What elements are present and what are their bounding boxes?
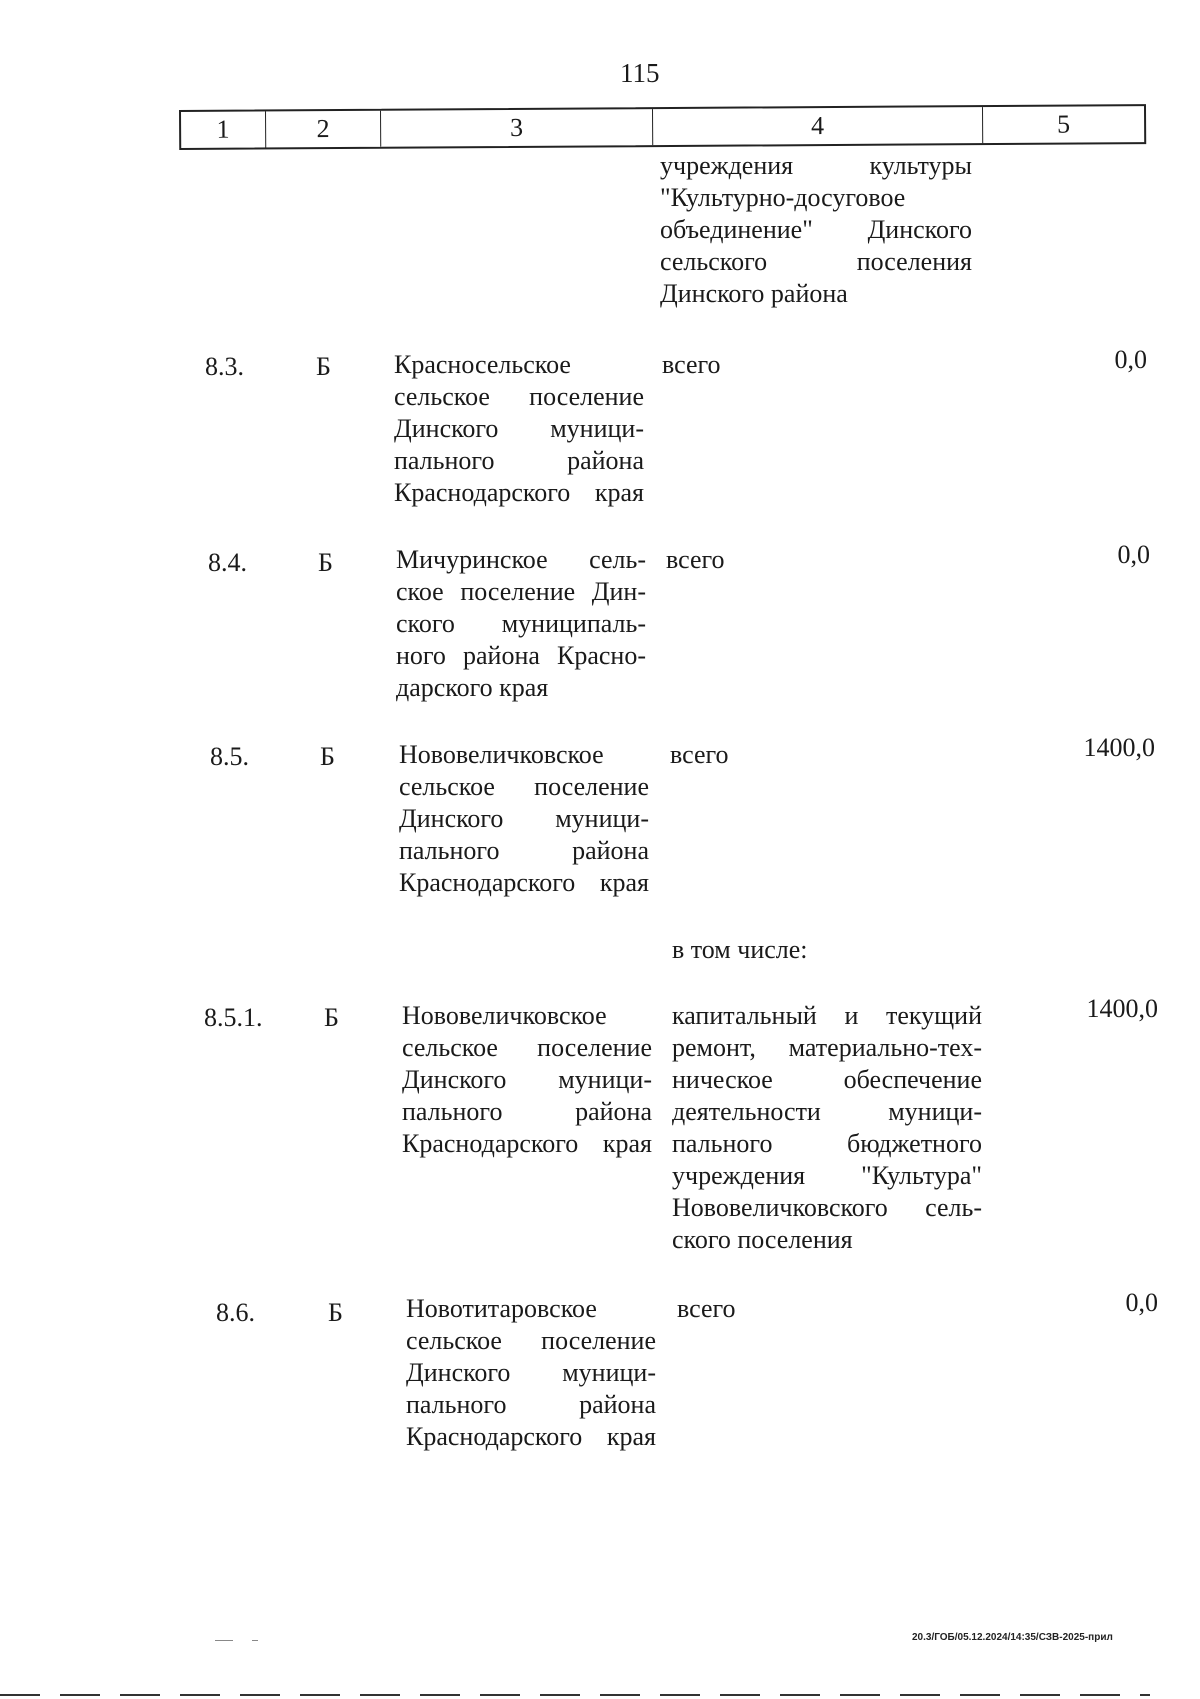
scan-artifact — [215, 1640, 233, 1641]
scan-artifact — [252, 1640, 258, 1641]
column-header-4: 4 — [653, 107, 983, 145]
row-name-line: Динского муници- — [406, 1358, 656, 1387]
continuation-line: "Культурно-досуговое — [660, 183, 906, 212]
continuation-text — [660, 150, 972, 310]
row-name-line: Нововеличковское — [399, 740, 604, 769]
column-header-1: 1 — [181, 111, 266, 148]
row-name — [399, 739, 649, 899]
row-purpose-line: учреждения "Культура" — [672, 1161, 982, 1190]
row-name-line: ского муниципаль- — [396, 609, 646, 638]
row-name-line: Динского муници- — [399, 804, 649, 833]
row-name-line: пального района — [402, 1097, 652, 1126]
continuation-line: сельского поселения — [660, 247, 972, 276]
continuation-line: Динского района — [660, 279, 848, 308]
row-purpose-line: деятельности муници- — [672, 1097, 982, 1126]
row-name-line: сельское поселение — [402, 1033, 652, 1062]
row-name-line: пального района — [406, 1390, 656, 1419]
column-header-3: 3 — [381, 109, 653, 147]
row-name-line: Нововеличковское — [402, 1001, 607, 1030]
column-header-row — [179, 104, 1146, 150]
row-name-line: пального района — [394, 446, 644, 475]
row-purpose-line: капитальный и текущий — [672, 1001, 982, 1030]
in-that-number-label: в том числе: — [672, 935, 808, 964]
row-number: 8.5.1. — [204, 1003, 263, 1032]
row-name-line: Красносельское — [394, 350, 571, 379]
page-number: 115 — [620, 58, 660, 88]
row-amount: 1400,0 — [1083, 733, 1155, 762]
row-name-line: сельское поселение — [394, 382, 644, 411]
row-description: всего — [662, 350, 721, 379]
row-number: 8.3. — [205, 352, 244, 381]
row-name — [394, 349, 644, 509]
row-name-line: Краснодарского края — [402, 1129, 652, 1158]
row-purpose-line: ского поселения — [672, 1225, 853, 1254]
continuation-line: объединение" Динского — [660, 215, 972, 244]
row-amount: 0,0 — [1114, 345, 1147, 374]
row-number: 8.5. — [210, 742, 249, 771]
row-code: Б — [320, 742, 335, 771]
row-name-line: Краснодарского края — [394, 478, 644, 507]
row-name — [402, 1000, 652, 1160]
row-name-line: пального района — [399, 836, 649, 865]
row-purpose-line: пального бюджетного — [672, 1129, 982, 1158]
row-name — [406, 1293, 656, 1453]
row-purpose-line: ремонт, материально-тех- — [672, 1033, 982, 1062]
row-description: всего — [670, 740, 729, 769]
row-amount: 0,0 — [1125, 1288, 1158, 1317]
row-code: Б — [316, 352, 331, 381]
row-name-line: дарского края — [396, 673, 549, 702]
row-amount: 0,0 — [1117, 540, 1150, 569]
row-name-line: Динского муници- — [394, 414, 644, 443]
row-name-line: Краснодарского края — [406, 1422, 656, 1451]
column-header-2: 2 — [266, 111, 381, 148]
row-name-line: Мичуринское сель- — [396, 545, 646, 574]
row-description: всего — [666, 545, 725, 574]
row-number: 8.4. — [208, 548, 247, 577]
row-description: всего — [677, 1294, 736, 1323]
row-code: Б — [318, 548, 333, 577]
document-registration-code: 20.3/ГОБ/05.12.2024/14:35/СЗВ-2025-прил — [912, 1632, 1113, 1643]
row-name-line: Новотитаровское — [406, 1294, 597, 1323]
continuation-line: учреждения культуры — [660, 151, 972, 180]
row-code: Б — [324, 1003, 339, 1032]
row-name-line: ское поселение Дин- — [396, 577, 646, 606]
row-name-line: Динского муници- — [402, 1065, 652, 1094]
row-name-line: сельское поселение — [399, 772, 649, 801]
row-purpose — [672, 1000, 982, 1256]
row-purpose-line: Нововеличковского сель- — [672, 1193, 982, 1222]
row-code: Б — [328, 1298, 343, 1327]
row-name — [396, 544, 646, 704]
row-name-line: сельское поселение — [406, 1326, 656, 1355]
row-name-line: ного района Красно- — [396, 641, 646, 670]
row-purpose-line: ническое обеспечение — [672, 1065, 982, 1094]
row-name-line: Краснодарского края — [399, 868, 649, 897]
column-header-5: 5 — [1057, 109, 1071, 139]
scan-edge-line — [0, 1694, 1150, 1696]
row-amount: 1400,0 — [1086, 994, 1158, 1023]
row-number: 8.6. — [216, 1298, 255, 1327]
